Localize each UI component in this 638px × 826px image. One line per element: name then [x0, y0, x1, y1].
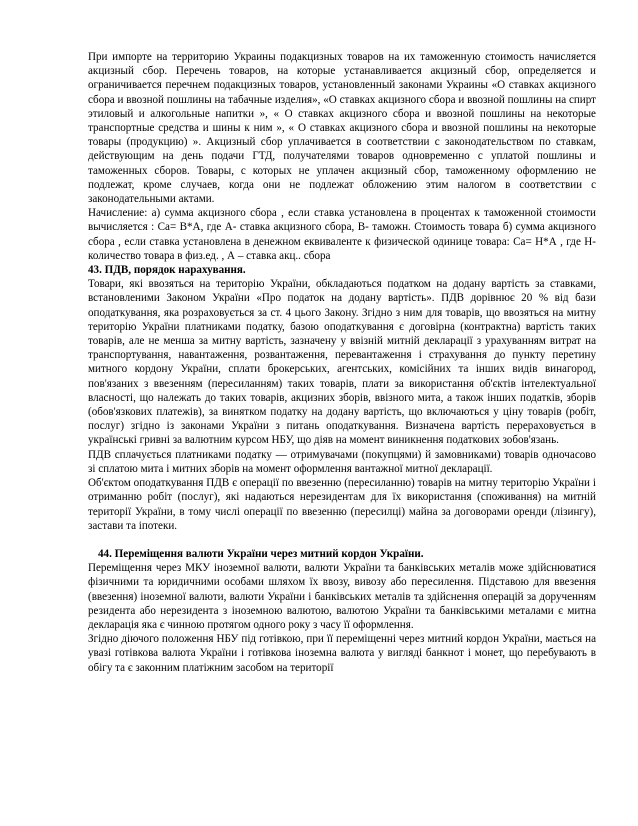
paragraph-vat-payers: ПДВ сплачується платниками податку — отримувачами (покупцями) й замовниками) товарів одночасово зі сплатою мита і митних зборів на момент оформлення вантажної митної декларації. — [88, 448, 596, 475]
paragraph-currency-movement: Переміщення через МКУ іноземної валюти, валюти України та банківських металів може здійснюватися фізичними та юридичними особами шляхом їх ввозу, вивозу або пересилення. Підставою для ввезення (ввезення) іноземної валюти, валюти України і банківських металів та здійснення операцій за дорученням резидента або нерезидента з іноземною валютою, валютою України та банківськими металами є митна декларація яка є чинною протягом одного року з часу її оформлення. — [88, 562, 596, 631]
paragraph-vat-object: Об'єктом оподаткування ПДВ є операції по ввезенню (пересиланню) товарів на митну територію України і отриманню робіт (послуг), які надаються нерезидентам для їх використання (споживання) на митній території України, в тому числі операції по ввезенню (пересилці) майна за договорами оренди (лізингу), застави та іпотеки. — [88, 477, 596, 532]
document-body — [88, 50, 596, 675]
paragraph-excise-calculation: Начисление: а) сумма акцизного сбора , если ставка установлена в процентах к таможенной стоимости вычисляется : Са= В*А, где А- ставка акцизного сбора, В- таможн. Стоимость товара б) сумма акцизного сбора , если ставка установлена в денежном еквиваленте к физической одинице товара: Са= Н*А , где Н- количество товара в физ.ед. , А – ставка акц.. сбора — [88, 207, 596, 262]
section-heading-43: 43. ПДВ, порядок нарахування. — [88, 264, 246, 277]
paragraph-vat-base: Товари, які ввозяться на територію України, обкладаються податком на додану вартість за ставками, встановленими Законом України «Про податок на додану вартість». ПДВ дорівнює 20 % від бази оподаткування, яка розраховується за ст. 4 цього Закону. Згідно з ним для товарів, що ввозяться на митну територію України платниками податку, базою оподаткування є договірна (контрактна) вартість таких товарів, але не менша за митну вартість, зазначену у ввізній митній декларації з урахуванням витрат на транспортування, навантаження, розвантаження, перевантаження і страхування до пункту перетину митного кордону України, сплати брокерських, агентських, комісійних та інших видів винагород, пов'язаних з ввезенням (пересиланням) таких товарів, плати за використання об'єктів інтелектуальної власності, що належать до таких товарів, акцизних зборів, ввізного мита, а також інших податків, зборів (обов'язкових платежів), за винятком податку на додану вартість, що включаються у ціну товарів (робіт, послуг) згідно із законами України з питань оподаткування. Визначена вартість перераховується в українські гривні за валютним курсом НБУ, що діяв на момент виникнення податкових зобов'язань. — [88, 278, 596, 447]
paragraph-excise-intro: При импорте на территорию Украины подакцизных товаров на их таможенную стоимость начисляется акцизный сбор. Перечень товаров, на которые устанавливается акцизный сбор, определяется и ограничивается перечнем подакцизных товаров, установленный законами Украины «О ставках акцизного сбора и ввозной пошлины на табачные изделия», «О ставках акцизного сбора и ввозной пошлины на спирт этиловый и алкогольные напитки », « О ставках акцизного сбора и ввозной пошлины на некоторые транспортные средства и шины к ним », « О ставках акцизного сбора и ввозной пошлины на некоторые товары (продукцию) ». Акцизный сбор уплачивается в соответствии с законодательством по ставкам, действующим на день подачи ГТД, получателями товаров одновременно с уплатой пошлины и таможенных сборов. Товары, с которых не уплачен акцизный сбор, таможенному оформлению не подлежат, кроме случаев, когда они не подлежат обложению этим налогом в соответствии с законодательными актами. — [88, 51, 596, 206]
section-heading-44: 44. Переміщення валюти України через митний кордон України. — [98, 547, 424, 560]
paragraph-cash-definition: Згідно діючого положення НБУ під готівкою, при її переміщенні через митний кордон України, мається на увазі готівкова валюта України і готівкова іноземна валюта у вигляді банкнот і монет, що перебувають в обігу та є законним платіжним засобом на території — [88, 633, 596, 674]
